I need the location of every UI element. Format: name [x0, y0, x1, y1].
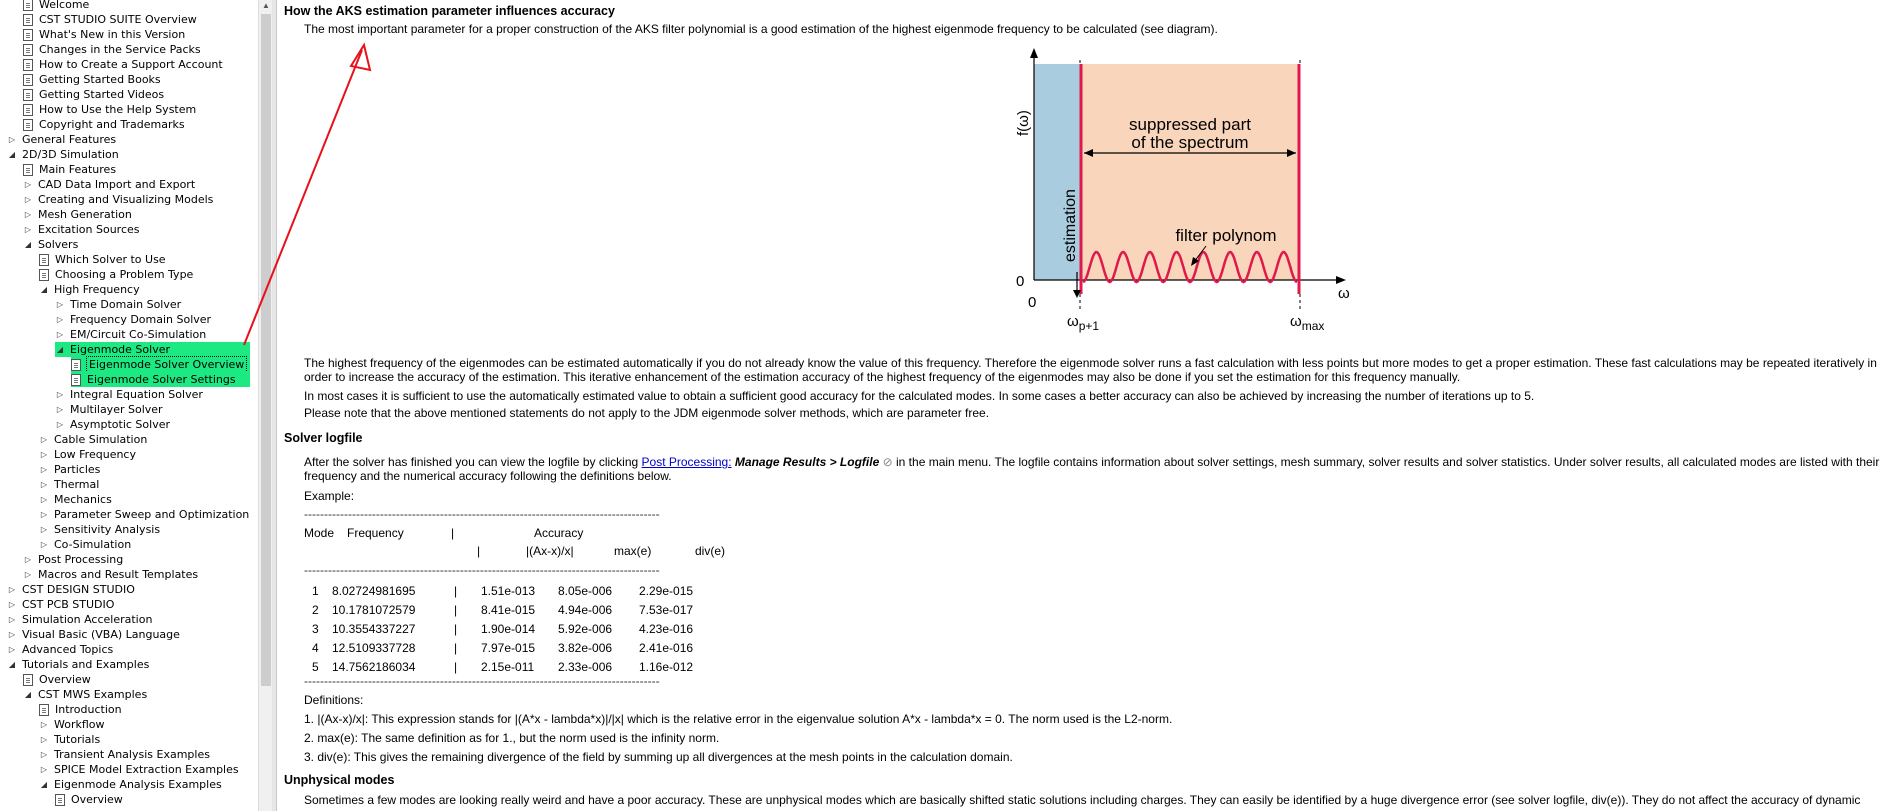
tree-book[interactable]: [55, 297, 181, 312]
log-cell-c: 7.53e-017: [639, 603, 694, 617]
tree-collapsed-icon[interactable]: ▷: [8, 645, 16, 654]
tree-collapsed-icon[interactable]: ▷: [40, 450, 48, 459]
log-cell-freq: 12.5109337728: [332, 641, 416, 655]
tree-node-label: EM/Circuit Co-Simulation: [70, 328, 207, 341]
log-cell-b: 8.05e-006: [558, 584, 613, 598]
tree-topic[interactable]: [23, 672, 91, 687]
document-page-icon: [23, 0, 33, 11]
document-page-icon: [71, 359, 81, 371]
tree-collapsed-icon[interactable]: ▷: [40, 525, 48, 534]
log-header-div-e: div(e): [695, 544, 726, 558]
y-zero-label: 0: [1016, 273, 1025, 290]
tree-node-label: Particles: [54, 463, 101, 476]
tree-book[interactable]: [39, 732, 100, 747]
document-page-icon: [23, 674, 33, 686]
tree-node-label: Eigenmode Solver Overview: [89, 358, 245, 371]
tree-book[interactable]: [39, 717, 105, 732]
log-cell-sep: |: [454, 584, 458, 598]
log-cell-b: 4.94e-006: [558, 603, 613, 617]
log-cell-c: 2.29e-015: [639, 584, 694, 598]
section-heading-solver-logfile: Solver logfile: [284, 431, 363, 445]
tree-node-label: Copyright and Trademarks: [39, 118, 185, 131]
tree-node-label: Cable Simulation: [54, 433, 148, 446]
tree-node-label: Eigenmode Solver Settings: [87, 373, 236, 386]
log-header-rel-error: |(Ax-x)/x|: [526, 544, 574, 558]
tree-collapsed-icon[interactable]: ▷: [56, 405, 64, 414]
post-processing-link[interactable]: Post Processing:: [641, 455, 732, 469]
document-page-icon: [23, 119, 33, 131]
log-cell-freq: 10.3554337227: [332, 622, 416, 636]
tree-book[interactable]: [23, 177, 195, 192]
document-page-icon: [39, 269, 49, 281]
tree-node-label: Which Solver to Use: [55, 253, 166, 266]
log-header-separator: |: [451, 526, 455, 540]
tree-node-label: Getting Started Books: [39, 73, 161, 86]
document-page-icon: [23, 29, 33, 41]
log-cell-a: 8.41e-015: [481, 603, 536, 617]
aks-filter-diagram: [884, 50, 1350, 340]
contents-tree: [0, 0, 256, 811]
tree-node-label: Main Features: [39, 163, 117, 176]
tree-expanded-icon[interactable]: ◢: [40, 285, 48, 294]
log-header-max-e: max(e): [614, 544, 652, 558]
tree-topic[interactable]: [23, 27, 185, 42]
log-cell-c: 1.16e-012: [639, 660, 694, 674]
scroll-up-arrow-icon[interactable]: ▲: [262, 1, 270, 10]
tree-node-label: Macros and Result Templates: [38, 568, 199, 581]
tree-book[interactable]: [23, 192, 213, 207]
tree-node-label: Low Frequency: [54, 448, 136, 461]
tree-node-label: Eigenmode Solver: [70, 343, 170, 356]
document-page-icon: [23, 44, 33, 56]
log-cell-mode: 2: [312, 603, 319, 617]
tree-collapsed-icon[interactable]: ▷: [56, 420, 64, 429]
tree-node-label: Mechanics: [54, 493, 112, 506]
tree-expanded-icon[interactable]: ◢: [8, 660, 16, 669]
tree-book[interactable]: [7, 657, 149, 672]
tree-node-label: Simulation Acceleration: [22, 613, 153, 626]
tree-book[interactable]: [7, 642, 113, 657]
tree-expanded-icon[interactable]: ◢: [24, 690, 32, 699]
tree-node-label: Excitation Sources: [38, 223, 140, 236]
tree-book[interactable]: [55, 327, 206, 342]
tree-collapsed-icon[interactable]: ▷: [8, 135, 16, 144]
document-page-icon: [23, 14, 33, 26]
tree-node-label: Thermal: [54, 478, 100, 491]
tree-book[interactable]: [39, 432, 147, 447]
tree-node-label: Changes in the Service Packs: [39, 43, 201, 56]
tree-collapsed-icon[interactable]: ▷: [40, 480, 48, 489]
tree-node-label: CST DESIGN STUDIO: [22, 583, 135, 596]
tree-book[interactable]: [23, 207, 132, 222]
log-cell-freq: 14.7562186034: [332, 660, 416, 674]
log-cell-mode: 3: [312, 622, 319, 636]
tree-collapsed-icon[interactable]: ▷: [24, 555, 32, 564]
tree-collapsed-icon[interactable]: ▷: [56, 390, 64, 399]
tree-node-label: Asymptotic Solver: [70, 418, 170, 431]
tree-book[interactable]: [39, 492, 112, 507]
tree-collapsed-icon[interactable]: ▷: [40, 735, 48, 744]
tree-node-label: Integral Equation Solver: [70, 388, 203, 401]
tree-book[interactable]: [7, 582, 135, 597]
tree-expanded-icon[interactable]: ◢: [56, 345, 64, 354]
log-cell-freq: 8.02724981695: [332, 584, 416, 598]
tree-expanded-icon[interactable]: ◢: [8, 150, 16, 159]
tree-topic[interactable]: [39, 702, 122, 717]
document-page-icon: [23, 74, 33, 86]
tree-book[interactable]: [7, 147, 119, 162]
document-page-icon: [39, 704, 49, 716]
tree-topic[interactable]: [23, 102, 196, 117]
tree-book[interactable]: [7, 597, 114, 612]
tree-collapsed-icon[interactable]: ▷: [24, 570, 32, 579]
tree-node-label: SPICE Model Extraction Examples: [54, 763, 239, 776]
tree-book[interactable]: [7, 627, 180, 642]
tree-node-label: Sensitivity Analysis: [54, 523, 161, 536]
help-contents-tree-panel: [0, 0, 258, 811]
tree-node-label: CST STUDIO SUITE Overview: [39, 13, 197, 26]
tree-expanded-icon[interactable]: ◢: [40, 780, 48, 789]
tree-node-label: CST MWS Examples: [38, 688, 148, 701]
tree-book[interactable]: [39, 447, 136, 462]
tree-node-label: What's New in this Version: [39, 28, 186, 41]
log-separator-top: -----------------------------------------------------------------------------------------: [304, 507, 660, 521]
suppressed-label-line1: suppressed part: [1129, 115, 1251, 134]
tree-topic[interactable]: [23, 117, 185, 132]
attachment-paperclip-icon: ⊘: [882, 455, 893, 469]
log-cell-b: 2.33e-006: [558, 660, 613, 674]
document-page-icon: [23, 89, 33, 101]
tree-book[interactable]: [7, 612, 152, 627]
log-cell-a: 7.97e-015: [481, 641, 536, 655]
paragraph-accuracy-iterations: In most cases it is sufficient to use the automatically estimated value to obtain a sufficient good accuracy for the calculated modes. In some cases a better accuracy can also be achieved by increasing the number of iterations up to 5.: [304, 389, 1535, 403]
tree-node-label: Tutorials: [54, 733, 101, 746]
y-axis-arrowhead-icon: [1030, 48, 1038, 58]
tree-book[interactable]: [23, 237, 78, 252]
tree-node-label: Creating and Visualizing Models: [38, 193, 214, 206]
tree-node-label: How to Use the Help System: [39, 103, 197, 116]
tree-collapsed-icon[interactable]: ▷: [8, 630, 16, 639]
paragraph-jdm-note: Please note that the above mentioned statements do not apply to the JDM eigenmode solver methods, which are parameter free.: [304, 406, 990, 420]
tree-topic[interactable]: [23, 87, 164, 102]
log-cell-mode: 5: [312, 660, 319, 674]
log-cell-a: 1.51e-013: [481, 584, 536, 598]
help-topic-content: [284, 0, 1899, 811]
log-cell-mode: 1: [312, 584, 319, 598]
tree-collapsed-icon[interactable]: ▷: [24, 225, 32, 234]
panel-splitter[interactable]: [272, 0, 277, 811]
tree-book[interactable]: [23, 687, 147, 702]
tree-book[interactable]: [39, 777, 222, 792]
tree-book[interactable]: [55, 402, 163, 417]
log-cell-c: 4.23e-016: [639, 622, 694, 636]
log-cell-b: 5.92e-006: [558, 622, 613, 636]
log-cell-a: 1.90e-014: [481, 622, 536, 636]
tree-topic[interactable]: [23, 162, 116, 177]
document-page-icon: [23, 59, 33, 71]
tree-node-label: Advanced Topics: [22, 643, 114, 656]
definition-div-e: 3. div(e): This gives the remaining divergence of the field by summing up all divergences at the mesh points in the calculation domain.: [304, 750, 1013, 764]
tree-book[interactable]: [55, 387, 203, 402]
filter-polynom-label: filter polynom: [1175, 226, 1277, 245]
tree-collapsed-icon[interactable]: ▷: [40, 465, 48, 474]
tree-node-label: 2D/3D Simulation: [22, 148, 119, 161]
tree-topic[interactable]: [39, 267, 193, 282]
tree-book[interactable]: [23, 567, 198, 582]
tree-node-label: General Features: [22, 133, 117, 146]
log-header-mode: Mode: [304, 526, 335, 540]
document-page-icon: [39, 254, 49, 266]
tree-collapsed-icon[interactable]: ▷: [8, 600, 16, 609]
log-subheader-separator: |: [477, 544, 481, 558]
tree-book[interactable]: [39, 282, 140, 297]
tree-node-label: Overview: [39, 673, 91, 686]
log-header-accuracy: Accuracy: [534, 526, 584, 540]
tree-collapsed-icon[interactable]: ▷: [56, 315, 64, 324]
tree-node-label: Frequency Domain Solver: [70, 313, 212, 326]
tree-collapsed-icon[interactable]: ▷: [40, 510, 48, 519]
suppressed-label-line2: of the spectrum: [1131, 133, 1249, 152]
suppressed-region: [1080, 64, 1300, 280]
definition-max-e: 2. max(e): The same definition as for 1., but the norm used is the infinity norm.: [304, 731, 720, 745]
tree-node-label: How to Create a Support Account: [39, 58, 223, 71]
log-cell-freq: 10.1781072579: [332, 603, 416, 617]
x-axis-label: ω: [1338, 285, 1350, 302]
log-header-frequency: Frequency: [347, 526, 404, 540]
section-heading-unphysical-modes: Unphysical modes: [284, 773, 395, 787]
tree-topic[interactable]: [23, 0, 89, 12]
tree-node-label: Parameter Sweep and Optimization: [54, 508, 250, 521]
tree-topic[interactable]: [71, 372, 250, 387]
tree-book[interactable]: [23, 552, 123, 567]
wmax-label: $\omega_{max}$: [1290, 313, 1325, 333]
manage-results-logfile-path: Manage Results > Logfile: [731, 455, 880, 469]
log-cell-b: 3.82e-006: [558, 641, 613, 655]
tree-node-label: Mesh Generation: [38, 208, 132, 221]
document-page-icon: [23, 164, 33, 176]
tree-collapsed-icon[interactable]: ▷: [56, 330, 64, 339]
paragraph-logfile: After the solver has finished you can view the logfile by clicking Post Processing: Manage Results > Logfile ⊘ in the main menu. The logfile contains information about solver settings, mesh summary, solver results and solver statistics. Under solver results, all calculated modes are listed with their frequency and the numerical accuracy following the definitions below.: [304, 455, 1880, 483]
tree-book[interactable]: [39, 522, 160, 537]
log-separator-bottom: -----------------------------------------------------------------------------------------: [304, 674, 660, 688]
tree-node-label: Introduction: [55, 703, 122, 716]
tree-collapsed-icon[interactable]: ▷: [24, 180, 32, 189]
log-cell-sep: |: [454, 603, 458, 617]
paragraph-auto-estimation: The highest frequency of the eigenmodes can be estimated automatically if you do not already know the value of this frequency. Therefore the eigenmode solver runs a fast calculation with less points but more modes to get a proper estimation. These fast calculations may be repeated iteratively in order to increase the accuracy of the estimation. This iterative enhancement of the estimation accuracy of the highest frequency of the eigenmodes may also be done if you set the estimation for this frequency manually.: [304, 356, 1877, 384]
x-zero-label: 0: [1028, 294, 1037, 311]
tree-topic[interactable]: [39, 252, 166, 267]
paragraph-aks-intro: The most important parameter for a proper construction of the AKS filter polynomial is a good estimation of the highest eigenmode frequency to be calculated (see diagram).: [304, 22, 1218, 36]
x-axis-arrowhead-icon: [1336, 276, 1346, 284]
definitions-label: Definitions:: [304, 693, 364, 707]
tree-node-label: Solvers: [38, 238, 79, 251]
paragraph-unphysical-modes: Sometimes a few modes are looking really weird and have a poor accuracy. These are unphysical modes which are basically shifted static solutions including charges. They can easily be identified by a huge divergence error (see solver logfile, div(e)). They do not affect the accuracy of dynamic: [304, 793, 1861, 807]
tree-book[interactable]: [55, 342, 250, 357]
log-cell-mode: 4: [312, 641, 319, 655]
tree-book[interactable]: [39, 462, 100, 477]
tree-book[interactable]: [39, 537, 131, 552]
tree-node-label: CAD Data Import and Export: [38, 178, 196, 191]
document-page-icon: [71, 374, 81, 386]
definition-rel-error: 1. |(Ax-x)/x|: This expression stands for |(A*x - lambda*x)|/|x| which is the relative error in the eigenvalue solution A*x - lambda*x = 0. The norm used is the L2-norm.: [304, 712, 1173, 726]
tree-node-label: CST PCB STUDIO: [22, 598, 115, 611]
tree-book[interactable]: [39, 762, 239, 777]
log-separator-middle: -----------------------------------------------------------------------------------------: [304, 563, 660, 577]
log-cell-sep: |: [454, 641, 458, 655]
tree-collapsed-icon[interactable]: ▷: [24, 210, 32, 219]
scrollbar-thumb[interactable]: [261, 14, 271, 686]
tree-node-label: Choosing a Problem Type: [55, 268, 194, 281]
tree-node-label: Transient Analysis Examples: [54, 748, 210, 761]
tree-collapsed-icon[interactable]: ▷: [40, 750, 48, 759]
tree-book[interactable]: [39, 747, 210, 762]
tree-collapsed-icon[interactable]: ▷: [24, 195, 32, 204]
example-label: Example:: [304, 489, 355, 503]
wp1-label: $\omega_{p+1}$: [1067, 313, 1100, 333]
section-heading-aks-accuracy: How the AKS estimation parameter influences accuracy: [284, 4, 615, 18]
tree-node-label: Workflow: [54, 718, 105, 731]
tree-scrollbar[interactable]: [258, 0, 272, 811]
tree-topic[interactable]: [71, 357, 250, 372]
tree-node-label: Visual Basic (VBA) Language: [22, 628, 180, 641]
tree-book[interactable]: [7, 132, 116, 147]
tree-topic[interactable]: [23, 12, 197, 27]
tree-node-label: Overview: [71, 793, 123, 806]
log-cell-a: 2.15e-011: [481, 660, 535, 674]
tree-node-label: Post Processing: [38, 553, 124, 566]
tree-collapsed-icon[interactable]: ▷: [8, 585, 16, 594]
tree-collapsed-icon[interactable]: ▷: [56, 300, 64, 309]
tree-node-label: Eigenmode Analysis Examples: [54, 778, 222, 791]
tree-node-label: High Frequency: [54, 283, 140, 296]
tree-collapsed-icon[interactable]: ▷: [40, 765, 48, 774]
document-page-icon: [55, 794, 65, 806]
log-cell-sep: |: [454, 622, 458, 636]
tree-book[interactable]: [23, 222, 140, 237]
tree-collapsed-icon[interactable]: ▷: [40, 540, 48, 549]
tree-node-label: Welcome: [39, 0, 90, 11]
tree-collapsed-icon[interactable]: ▷: [40, 435, 48, 444]
tree-book[interactable]: [55, 417, 170, 432]
tree-book[interactable]: [39, 477, 99, 492]
tree-node-label: Co-Simulation: [54, 538, 132, 551]
tree-expanded-icon[interactable]: ◢: [24, 240, 32, 249]
log-cell-c: 2.41e-016: [639, 641, 694, 655]
tree-node-label: Time Domain Solver: [70, 298, 182, 311]
tree-node-label: Getting Started Videos: [39, 88, 165, 101]
tree-collapsed-icon[interactable]: ▷: [40, 495, 48, 504]
document-page-icon: [23, 104, 33, 116]
tree-topic[interactable]: [23, 72, 161, 87]
tree-topic[interactable]: [23, 57, 223, 72]
tree-node-label: Tutorials and Examples: [22, 658, 150, 671]
tree-collapsed-icon[interactable]: ▷: [40, 720, 48, 729]
tree-node-label: Multilayer Solver: [70, 403, 163, 416]
tree-book[interactable]: [39, 507, 249, 522]
log-cell-sep: |: [454, 660, 458, 674]
y-axis-label: f(ω): [1015, 110, 1032, 136]
tree-book[interactable]: [55, 312, 211, 327]
tree-collapsed-icon[interactable]: ▷: [8, 615, 16, 624]
tree-topic[interactable]: [23, 42, 201, 57]
estimation-label: estimation: [1062, 189, 1079, 262]
tree-topic[interactable]: [55, 792, 123, 807]
